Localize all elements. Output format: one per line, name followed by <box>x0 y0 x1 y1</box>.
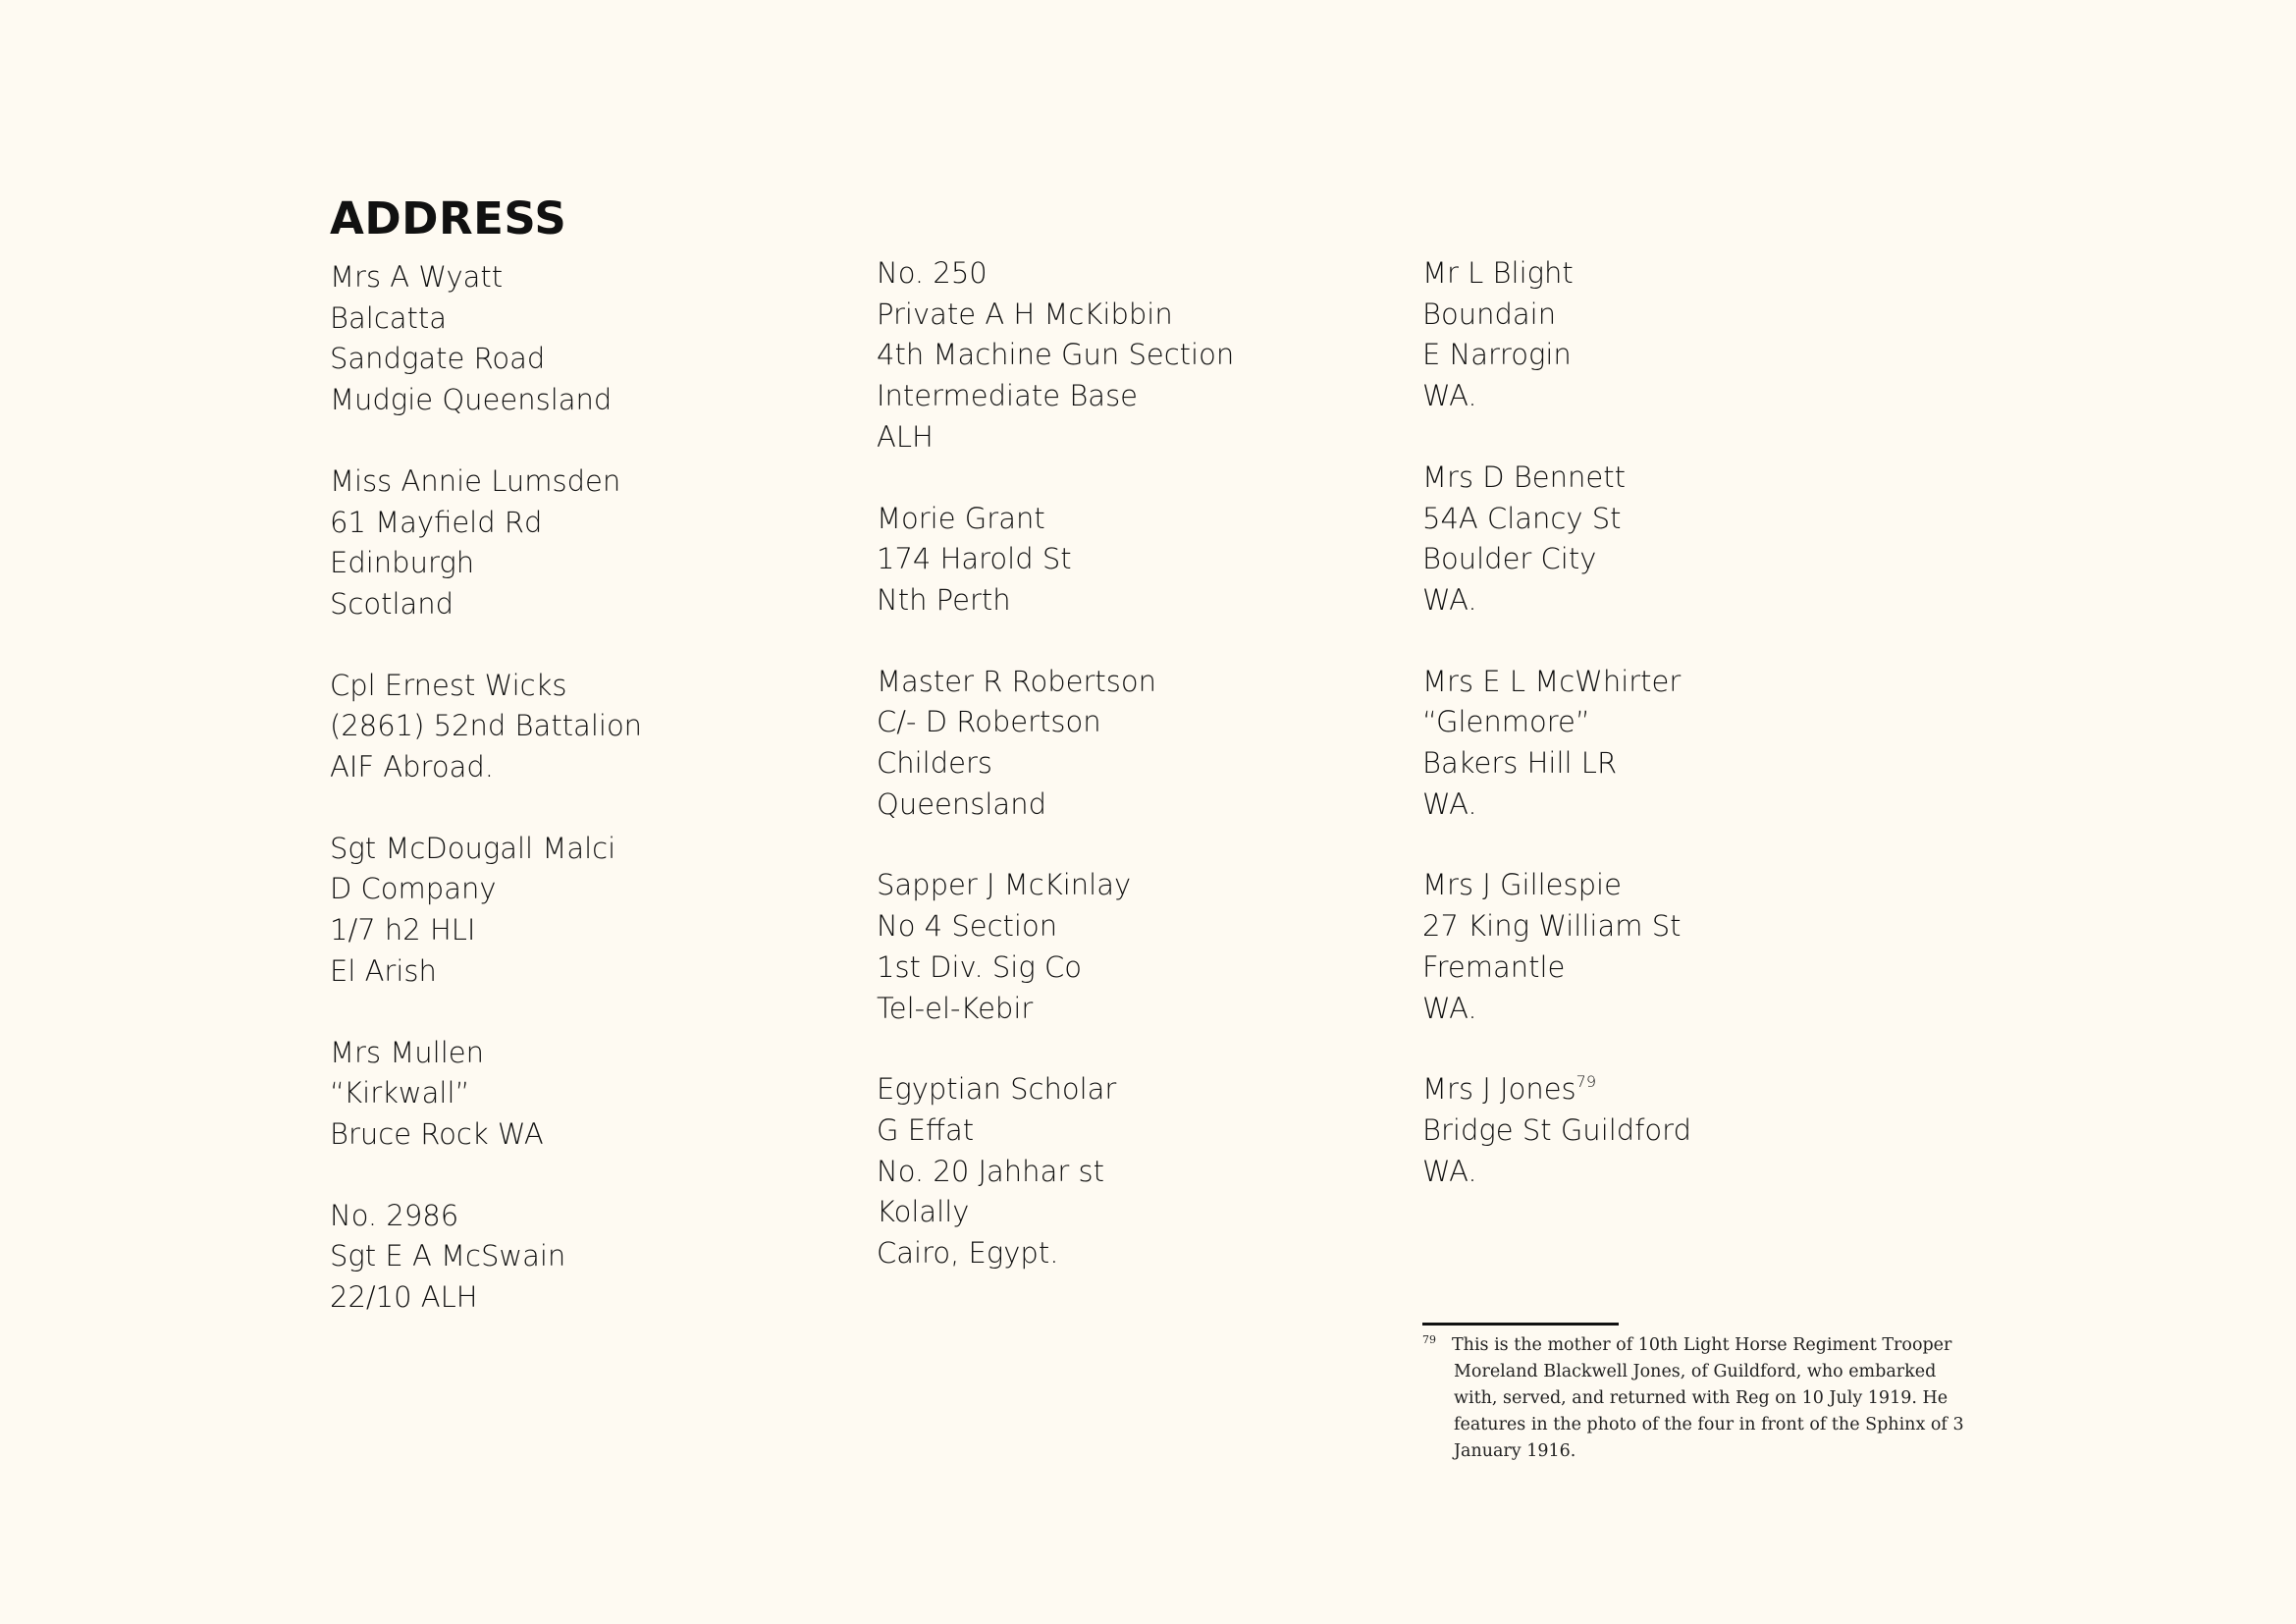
address-line: WA. <box>1422 1154 1477 1188</box>
address-line: E Narrogin <box>1422 338 1572 372</box>
address-line: WA. <box>1422 786 1477 821</box>
address-line: G Effat <box>877 1112 975 1147</box>
address-line: Intermediate Base <box>877 379 1139 413</box>
address-entry-mcdougall <box>330 829 860 993</box>
address-column-1 <box>330 257 860 1359</box>
address-line: Queensland <box>877 786 1046 821</box>
address-line: AIF Abroad. <box>330 750 494 785</box>
address-entry-mullen <box>330 1033 860 1156</box>
address-line: Morie Grant <box>877 501 1045 535</box>
address-line: Mr L Blight <box>1422 256 1574 290</box>
address-entry-mcswain <box>330 1196 860 1319</box>
address-line: Mrs E L McWhirter <box>1422 664 1682 698</box>
address-line: Sgt McDougall Malci <box>330 831 616 865</box>
address-line: Tel-el-Kebir <box>877 991 1034 1025</box>
address-line: 61 Mayfield Rd <box>330 505 543 539</box>
address-line: 1/7 h2 HLI <box>330 913 476 947</box>
address-line: 174 Harold St <box>877 542 1072 576</box>
address-line: Boulder City <box>1422 542 1597 576</box>
address-column-3 <box>1422 253 1952 1232</box>
address-line: WA. <box>1422 379 1477 413</box>
address-line: Edinburgh <box>330 546 475 580</box>
footnote-text: This is the mother of 10th Light Horse Regiment Trooper Moreland Blackwell Jones, of Guildford, who embarked with, served, and returned with Reg on 10 July 1919. He features in the photo of the four in front of the Sphinx of 3 January 1916. <box>1452 1335 1964 1461</box>
address-line: 1st Div. Sig Co <box>877 949 1082 984</box>
address-line: Balcatta <box>330 300 448 335</box>
address-line: D Company <box>330 872 497 906</box>
address-line: Cairo, Egypt. <box>877 1236 1059 1271</box>
address-line: Sapper J McKinlay <box>877 868 1132 902</box>
address-line: Cpl Ernest Wicks <box>330 668 567 702</box>
address-line-text: Mrs J Jones <box>1422 1072 1576 1107</box>
address-entry-jones <box>1422 1069 1952 1192</box>
address-line: Bridge St Guildford <box>1422 1112 1691 1147</box>
address-line: ALH <box>877 419 934 454</box>
address-entry-robertson <box>877 662 1407 826</box>
address-line: No. 250 <box>877 256 988 290</box>
address-line: El Arish <box>330 953 437 988</box>
address-column-2 <box>877 253 1407 1315</box>
address-line: WA. <box>1422 582 1477 617</box>
address-line: Master R Robertson <box>877 664 1156 698</box>
address-line: Childers <box>877 746 993 781</box>
address-line: Kolally <box>877 1195 970 1229</box>
address-line: No. 20 Jahhar st <box>877 1154 1104 1188</box>
address-line: Mudgie Queensland <box>330 383 613 417</box>
address-entry-grant <box>877 499 1407 622</box>
address-entry-bennett <box>1422 458 1952 622</box>
page-title: ADDRESS <box>330 192 567 245</box>
address-line: Sgt E A McSwain <box>330 1239 566 1273</box>
address-line: Bruce Rock WA <box>330 1116 544 1151</box>
address-line: Mrs D Bennett <box>1422 460 1626 494</box>
address-line: 22/10 ALH <box>330 1280 478 1315</box>
address-line: “Kirkwall” <box>330 1076 470 1110</box>
address-line: Boundain <box>1422 297 1557 331</box>
address-line: Mrs A Wyatt <box>330 260 504 294</box>
address-line: Bakers Hill LR <box>1422 746 1618 781</box>
address-entry-mckinlay <box>877 865 1407 1029</box>
address-entry-blight <box>1422 253 1952 417</box>
address-line: Egyptian Scholar <box>877 1072 1117 1107</box>
address-line <box>1422 1069 1952 1110</box>
address-line: Sandgate Road <box>330 342 546 376</box>
address-line: Nth Perth <box>877 582 1011 617</box>
address-line: Private A H McKibbin <box>877 297 1173 331</box>
address-line: (2861) 52nd Battalion <box>330 709 643 743</box>
address-entry-wyatt <box>330 257 860 421</box>
footnote-reference[interactable]: 79 <box>1575 1071 1597 1091</box>
address-line: Mrs J Gillespie <box>1422 868 1622 902</box>
address-line: 54A Clancy St <box>1422 501 1622 535</box>
address-line: WA. <box>1422 991 1477 1025</box>
address-line: Scotland <box>330 586 454 621</box>
address-entry-mckibbin <box>877 253 1407 459</box>
address-entry-gillespie <box>1422 865 1952 1029</box>
address-line: Mrs Mullen <box>330 1035 485 1069</box>
address-line: C/- D Robertson <box>877 705 1101 739</box>
address-line: 27 King William St <box>1422 909 1682 944</box>
address-entry-effat <box>877 1069 1407 1274</box>
address-entry-wicks <box>330 666 860 788</box>
address-line: No 4 Section <box>877 909 1058 944</box>
address-entry-lumsden <box>330 461 860 625</box>
address-line: “Glenmore” <box>1422 705 1590 739</box>
address-line: No. 2986 <box>330 1198 459 1232</box>
footnote-divider <box>1422 1323 1619 1326</box>
footnote <box>1422 1332 1972 1465</box>
address-line: Fremantle <box>1422 949 1566 984</box>
address-entry-mcwhirter <box>1422 662 1952 826</box>
footnote-number: 79 <box>1422 1333 1436 1346</box>
address-line: Miss Annie Lumsden <box>330 463 621 498</box>
address-line: 4th Machine Gun Section <box>877 338 1235 372</box>
